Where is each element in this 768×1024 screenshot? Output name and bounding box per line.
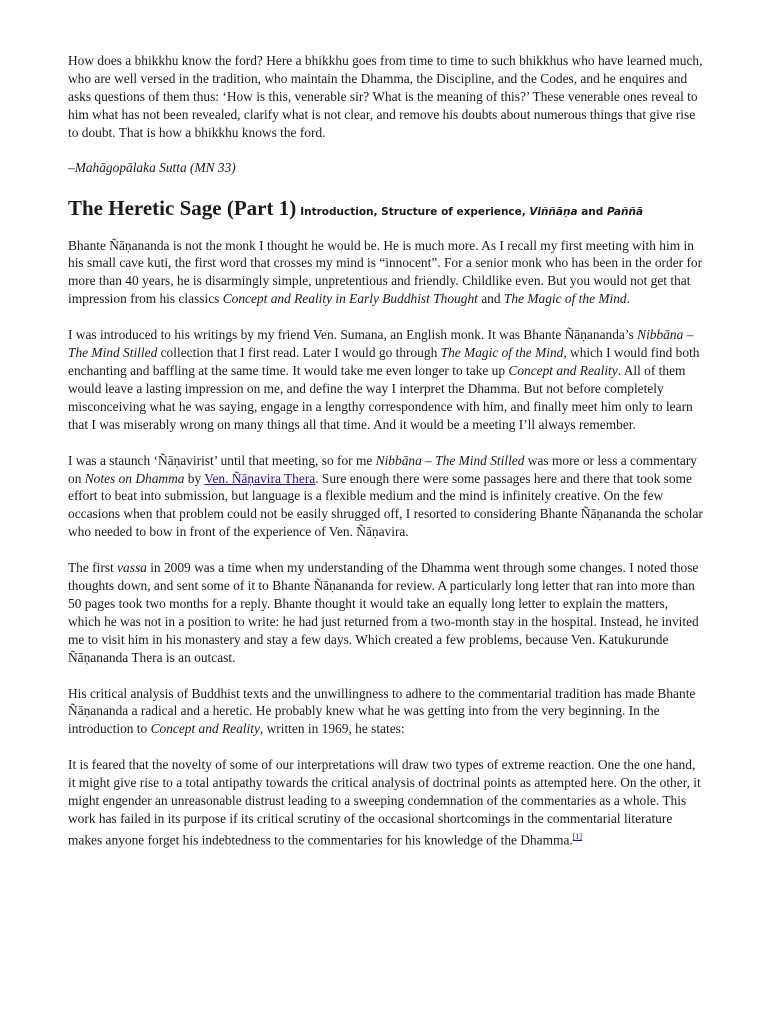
footnote-ref [573, 832, 582, 841]
p3-title-nibbana: Nibbāna – The Mind Stilled [375, 452, 525, 468]
p3-text-a: I was a staunch ‘Ñāṇavirist’ until that meeting, so for me [68, 452, 376, 468]
p3-text-f: . Sure enough there were some passages here and there that took some effort to beat into submission, but language is a flexible medium and the mind is infinitely creative. On the few occasions when that problem could not be easily shrugged off, I resorted to considering Bhante Ñāṇananda the scholar who needed to bow in front of the experience of Ven. Ñāṇavira. [68, 470, 703, 540]
paragraph-3 [68, 452, 704, 542]
p2-text-g: . All of them would leave a lasting impression on me, and define the way I interpret the Dhamma. But not before completely misconceiving what he was saying, engage in a lengthy correspondence with him, and finally meet him only to learn that I was miserably wrong on many things all that time. And it would be a meeting I’ll always remember. [68, 362, 693, 432]
p2-title-magic: The Magic of the Mind [440, 345, 564, 361]
p2-title-nibbana: Nibbāna – The Mind Stilled [68, 327, 694, 361]
article-heading [68, 196, 704, 221]
p2-text-a: I was introduced to his writings by my friend Ven. Sumana, an English monk. It was Bhante Ñāṇananda’s [68, 327, 638, 343]
quote-attribution: –Mahāgopālaka Sutta (MN 33) [68, 159, 236, 175]
p1-text: Bhante Ñāṇananda is not the monk I thought he would be. He is much more. As I recall my first meeting with him in his small cave kuti, the first word that crosses my mind is “innocent”. For a senior monk who has been in the order for more than 40 years, he is disarmingly simple, unpretentious and friendly. Childlike even. But you would not get that impression from his classics [68, 237, 703, 307]
p1-title-concept: Concept and Reality in Early Buddhist Thought [222, 291, 478, 307]
p1-end: . [626, 291, 630, 307]
p4-vassa: vassa [117, 560, 147, 576]
link-nanavira-thera[interactable]: Ven. Ñāṇavira Thera [204, 470, 316, 486]
p5-text-a: His critical analysis of Buddhist texts and the unwillingness to adhere to the commentarial tradition has made Bhante Ñāṇananda a radical and a heretic. He probably knew what he was getting into from the very beginning. In the introduction to [68, 685, 696, 737]
p4-text-a: The first [68, 560, 118, 576]
p3-text-e: by [184, 470, 205, 486]
footnote-link[interactable]: [1] [572, 831, 583, 841]
subtitle-vinnana: Viññāṇa [529, 205, 578, 218]
article-title: The Heretic Sage (Part 1) [68, 195, 297, 220]
paragraph-4 [68, 559, 704, 666]
p5-text-c: , written in 1969, he states: [259, 721, 405, 737]
p5-title-concept: Concept and Reality [150, 721, 260, 737]
paragraph-2 [68, 326, 704, 433]
paragraph-5 [68, 685, 704, 739]
block-quote [68, 756, 704, 849]
block-quote-text: It is feared that the novelty of some of our interpretations will draw two types of extreme reaction. One the one hand, it might give rise to a total antipathy towards the critical analysis of doctrinal points as attempted here. On the other, it might engender an unreasonable distrust leading to a sweeping condemnation of the commentaries as a whole. This work has failed in its purpose if its critical scrutiny of the occasional shortcomings in the commentarial literature makes anyone forget his indebtedness to the commentaries for his knowledge of the Dhamma. [68, 757, 701, 848]
intro-quote-text: How does a bhikkhu know the ford? Here a bhikkhu goes from time to time to such bhikkhus who have learned much, who are well versed in the tradition, who maintain the Dhamma, the Discipline, and the Codes, and he enquires and asks questions of them thus: ‘How is this, venerable sir? What is the meaning of this?’ These venerable ones reveal to him what has not been revealed, clarify what is not clear, and remove his doubts about numerous things that give rise to doubt. That is how a bhikkhu knows the ford. [68, 53, 703, 140]
subtitle-prefix: Introduction, Structure of experience, [300, 205, 530, 218]
p3-text-c: was more or less a commentary on [68, 452, 697, 486]
p2-title-concept: Concept and Reality [508, 362, 618, 378]
intro-quote [68, 52, 704, 142]
p2-text-c: collection that I first read. Later I would go through [157, 345, 441, 361]
p4-text-c: in 2009 was a time when my understanding of the Dhamma went through some changes. I noted those thoughts down, and sent some of it to Bhante Ñāṇananda for review. A particularly long letter that ran into more than 50 pages took two months for a reply. Bhante thought it would take an equally long letter to explain the matters, which he was not in a position to write: he had just returned from a two-month stay in the hospital. Instead, he invited me to visit him in his monastery and stay a few days. Which created a few problems, because Ven. Katukurunde Ñāṇananda Thera is an outcast. [68, 560, 699, 665]
p2-text-e: , which I would find both enchanting and baffling at the same time. It would take me even longer to take up [68, 345, 700, 378]
article-subtitle [300, 206, 643, 218]
p1-and: and [477, 291, 504, 307]
p3-title-notes: Notes on Dhamma [84, 470, 185, 486]
subtitle-panna: Paññā [606, 205, 644, 218]
p1-title-magic: The Magic of the Mind [503, 291, 627, 307]
subtitle-and: and [577, 205, 607, 218]
paragraph-1 [68, 237, 704, 309]
